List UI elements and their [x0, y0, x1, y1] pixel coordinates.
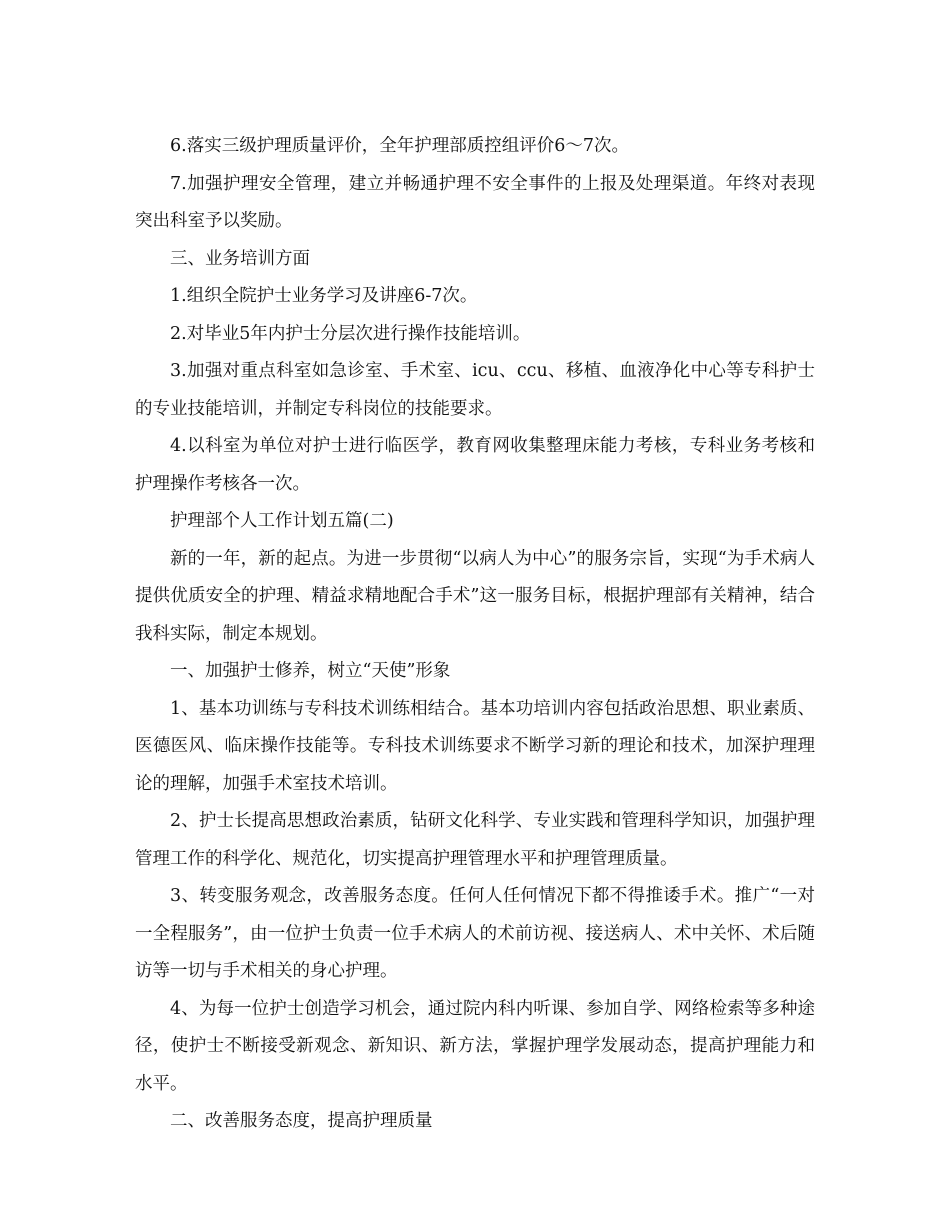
section-heading-service-quality: 二、改善服务态度，提高护理质量: [170, 1111, 433, 1131]
paragraph-training-4: 4.以科室为单位对护士进行临医学，教育网收集整理床能力考核，专科业务考核和护理操作考核各一次。: [135, 436, 815, 494]
paragraph-training-2: 2.对毕业5年内护士分层次进行操作技能培训。: [170, 323, 531, 344]
section-heading-cultivation: 一、加强护士修养，树立“天使”形象: [170, 661, 451, 681]
paragraph-cultivation-1: 1、基本功训练与专科技术训练相结合。基本功培训内容包括政治思想、职业素质、医德医风、临床操作技能等。专科技术训练要求不断学习新的理论和技术，加深护理理论的理解，加强手术室技术培训。: [135, 698, 815, 794]
paragraph-item-7: 7.加强护理安全管理，建立并畅通护理不安全事件的上报及处理渠道。年终对表现突出科室予以奖励。: [135, 173, 815, 231]
document-body: [135, 128, 815, 1141]
paragraph-training-1: 1.组织全院护士业务学习及讲座6-7次。: [170, 286, 478, 306]
paragraph-item-6: 6.落实三级护理质量评价，全年护理部质控组评价6～7次。: [170, 136, 629, 156]
paragraph-cultivation-3: 3、转变服务观念，改善服务态度。任何人任何情况下都不得推诿手术。推广“一对一全程服务”，由一位护士负责一位手术病人的术前访视、接送病人、术中关怀、术后随访等一切与手术相关的身心护理。: [135, 886, 815, 981]
paragraph-intro: 新的一年，新的起点。为进一步贯彻“以病人为中心”的服务宗旨，实现“为手术病人提供优质安全的护理、精益求精地配合手术”这一服务目标，根据护理部有关精神，结合我科实际，制定本规划。: [135, 548, 815, 644]
paragraph-cultivation-4: 4、为每一位护士创造学习机会，通过院内科内听课、参加自学、网络检索等多种途径，使护士不断接受新观念、新知识、新方法，掌握护理学发展动态，提高护理能力和水平。: [135, 998, 815, 1094]
paragraph-cultivation-2: 2、护士长提高思想政治素质，钻研文化科学、专业实践和管理科学知识，加强护理管理工作的科学化、规范化，切实提高护理管理水平和护理管理质量。: [135, 811, 815, 869]
article-title-part-2: 护理部个人工作计划五篇(二): [170, 511, 394, 531]
paragraph-training-3: 3.加强对重点科室如急诊室、手术室、icu、ccu、移植、血液净化中心等专科护士的专业技能培训，并制定专科岗位的技能要求。: [135, 361, 815, 419]
section-heading-training: 三、业务培训方面: [170, 248, 310, 269]
